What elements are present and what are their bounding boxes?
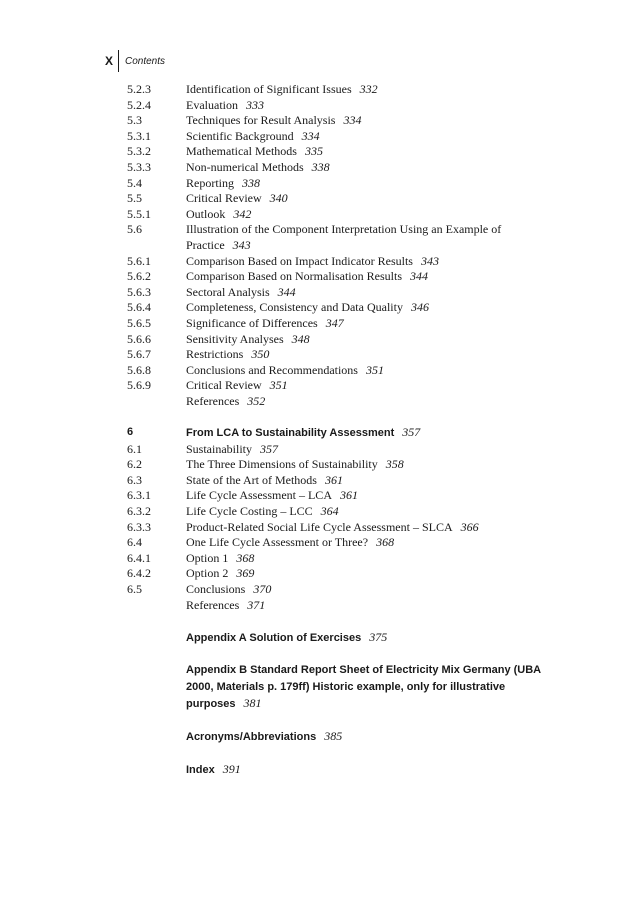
page-number: 347	[325, 315, 344, 330]
section-title: Non-numerical Methods 338	[186, 159, 330, 174]
page-number: 361	[339, 488, 358, 503]
section-title: Life Cycle Costing – LCC 364	[186, 504, 339, 519]
table-of-contents	[127, 82, 567, 778]
page-number: 351	[269, 378, 288, 393]
section-title: One Life Cycle Assessment or Three? 368	[186, 535, 395, 550]
section-number: 6.4.2	[127, 566, 151, 581]
section-number: 5.2.4	[127, 97, 151, 112]
toc-entry[interactable]	[127, 300, 567, 316]
toc-entry[interactable]	[127, 457, 567, 473]
section-number: 6.3.1	[127, 488, 151, 503]
section-number: 5.3.1	[127, 128, 151, 143]
back-matter	[127, 629, 567, 778]
section-number: 5.6.3	[127, 284, 151, 299]
section-number: 6.4.1	[127, 550, 151, 565]
chapter-6-sections	[127, 442, 567, 614]
page-number: 352	[247, 393, 266, 408]
toc-entry[interactable]	[127, 598, 567, 614]
section-title: Product-Related Social Life Cycle Assessment – SLCA 366	[186, 519, 479, 534]
section-title: The Three Dimensions of Sustainability 358	[186, 457, 404, 472]
section-title: Restrictions 350	[186, 347, 270, 362]
toc-entry[interactable]	[127, 332, 567, 348]
section-number: 5.6.2	[127, 269, 151, 284]
running-head: Contents	[125, 55, 166, 67]
section-title: Evaluation 333	[186, 97, 264, 112]
section-title: Mathematical Methods 335	[186, 144, 323, 159]
section-number: 5.3.2	[127, 144, 151, 159]
toc-entry[interactable]	[127, 535, 567, 551]
toc-entry[interactable]	[127, 566, 567, 582]
section-number: 5.2.3	[127, 82, 151, 96]
section-title: State of the Art of Methods 361	[186, 472, 343, 487]
page-number: 334	[301, 128, 320, 143]
toc-entry[interactable]	[127, 129, 567, 145]
page-number: 351	[365, 362, 384, 377]
section-title: Conclusions 370	[186, 582, 272, 596]
appendix-title: Acronyms/Abbreviations 385	[186, 728, 343, 743]
toc-entry[interactable]	[127, 269, 567, 285]
toc-entry[interactable]	[127, 98, 567, 114]
section-number: 5.6.8	[127, 362, 151, 377]
page-number: 332	[359, 82, 378, 96]
section-number: 5.6.7	[127, 347, 151, 362]
section-number: 6.1	[127, 441, 142, 456]
section-number: 5.6.4	[127, 300, 151, 315]
toc-entry[interactable]	[127, 582, 567, 598]
section-number: 6.3.2	[127, 504, 151, 519]
chapter-5-sections	[127, 82, 567, 409]
section-number: 6.3	[127, 472, 142, 487]
page-number: 333	[245, 97, 264, 112]
chapter-number: 6	[127, 426, 134, 439]
toc-entry[interactable]	[127, 347, 567, 363]
page-number: 385	[324, 728, 343, 743]
toc-entry[interactable]	[127, 394, 567, 410]
section-number: 5.6.5	[127, 315, 151, 330]
section-number: 5.6.1	[127, 253, 151, 268]
page-number: 342	[233, 206, 252, 221]
section-title: Option 1 368	[186, 550, 255, 565]
folio: X	[105, 54, 114, 68]
appendix-entry[interactable]	[127, 661, 567, 712]
chapter-6-heading[interactable]	[127, 425, 567, 442]
toc-entry[interactable]	[127, 504, 567, 520]
section-title: Techniques for Result Analysis 334	[186, 113, 362, 128]
page-number: 357	[260, 441, 278, 456]
page-number: 338	[242, 175, 260, 190]
page-number: 348	[291, 331, 310, 346]
page-number: 334	[343, 113, 362, 128]
page-number: 335	[304, 144, 323, 159]
page-number: 364	[320, 504, 339, 519]
page-number: 370	[253, 582, 272, 596]
section-title: Sustainability 357	[186, 441, 278, 456]
chapter-title: From LCA to Sustainability Assessment 357	[186, 425, 421, 440]
section-number: 6.5	[127, 582, 142, 596]
section-title: Scientific Background 334	[186, 128, 320, 143]
section-number: 5.3.3	[127, 159, 151, 174]
toc-entry[interactable]	[127, 82, 567, 98]
toc-entry[interactable]	[127, 363, 567, 379]
toc-entry[interactable]	[127, 488, 567, 504]
page-number: 368	[236, 550, 255, 565]
section-title: References 371	[186, 597, 266, 612]
section-number: 5.6	[127, 222, 142, 237]
section-title: Critical Review 351	[186, 378, 288, 393]
page-number: 358	[385, 457, 404, 472]
page-number: 343	[420, 253, 439, 268]
section-number	[127, 598, 186, 614]
header-rule	[118, 50, 119, 72]
section-title: Sensitivity Analyses 348	[186, 331, 310, 346]
page-number: 366	[460, 519, 479, 534]
page-number: 344	[409, 269, 428, 284]
section-title: Completeness, Consistency and Data Quality 346	[186, 300, 429, 315]
toc-entry[interactable]	[127, 144, 567, 160]
section-number: 5.5.1	[127, 206, 151, 221]
section-number: 5.3	[127, 113, 142, 128]
page-number: 350	[251, 347, 270, 362]
page-number: 391	[222, 761, 241, 776]
toc-entry[interactable]	[127, 378, 567, 394]
appendix-title: Appendix B Standard Report Sheet of Electricity Mix Germany (UBA 2000, Materials p. 179ff) Historic example, only for illustrative purposes 381	[186, 664, 541, 711]
toc-entry[interactable]	[127, 222, 567, 253]
toc-entry[interactable]	[127, 176, 567, 192]
toc-entry[interactable]	[127, 520, 567, 536]
toc-entry[interactable]	[127, 551, 567, 567]
page-number: 371	[247, 597, 266, 612]
page-header	[105, 50, 165, 72]
section-number	[127, 394, 186, 410]
page-number: 338	[311, 159, 330, 174]
toc-entry[interactable]	[127, 442, 567, 458]
section-number: 5.6.6	[127, 331, 151, 346]
page-number: 343	[232, 237, 251, 252]
toc-entry[interactable]	[127, 207, 567, 223]
section-title: Comparison Based on Normalisation Results 344	[186, 269, 428, 284]
page-number: 361	[324, 472, 343, 487]
section-number: 6.2	[127, 457, 142, 472]
section-title: Reporting 338	[186, 175, 260, 190]
toc-entry[interactable]	[127, 316, 567, 332]
page-number: 357	[402, 425, 421, 440]
section-title: Comparison Based on Impact Indicator Results 343	[186, 253, 439, 268]
page-number: 369	[236, 566, 255, 581]
appendix-entry[interactable]	[127, 761, 567, 778]
section-title: References 352	[186, 393, 266, 408]
section-title: Conclusions and Recommendations 351	[186, 362, 384, 377]
section-title: Significance of Differences 347	[186, 315, 344, 330]
section-title: Critical Review 340	[186, 191, 288, 206]
page-number: 368	[376, 535, 395, 550]
toc-entry[interactable]	[127, 285, 567, 301]
page-number: 340	[269, 191, 288, 206]
toc-entry[interactable]	[127, 160, 567, 176]
page-number: 344	[277, 284, 296, 299]
toc-entry[interactable]	[127, 473, 567, 489]
appendix-entry[interactable]	[127, 629, 567, 646]
section-number: 5.6.9	[127, 378, 151, 393]
page-number: 375	[369, 629, 388, 644]
section-title: Sectoral Analysis 344	[186, 284, 296, 299]
section-title: Illustration of the Component Interpretation Using an Example of Practice 343	[186, 222, 502, 252]
toc-entry[interactable]	[127, 191, 567, 207]
section-title: Life Cycle Assessment – LCA 361	[186, 488, 358, 503]
section-number: 6.4	[127, 535, 142, 550]
appendix-title: Index 391	[186, 761, 241, 776]
toc-entry[interactable]	[127, 254, 567, 270]
appendix-entry[interactable]	[127, 728, 567, 745]
page-number: 346	[410, 300, 429, 315]
section-title: Identification of Significant Issues 332	[186, 82, 378, 96]
section-title: Option 2 369	[186, 566, 255, 581]
section-number: 5.5	[127, 191, 142, 206]
section-title: Outlook 342	[186, 206, 252, 221]
page-number: 381	[243, 696, 262, 711]
section-number: 5.4	[127, 175, 142, 190]
appendix-title: Appendix A Solution of Exercises 375	[186, 629, 388, 644]
toc-entry[interactable]	[127, 113, 567, 129]
section-number: 6.3.3	[127, 519, 151, 534]
